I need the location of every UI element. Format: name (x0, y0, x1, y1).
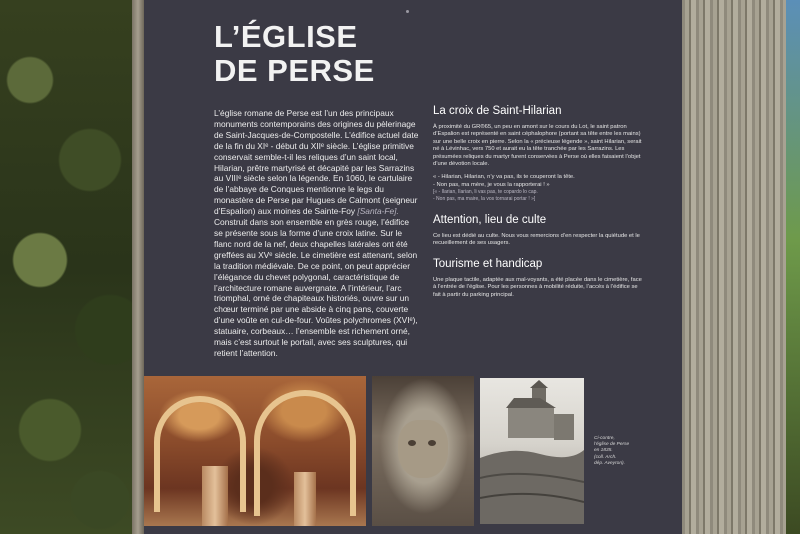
right-column (433, 104, 645, 303)
face-eye (428, 440, 436, 446)
legend-quote (433, 174, 645, 202)
section-text-handicap: Une plaque tactile, adaptée aux mal-voyants, a été placée dans le cimetière, face à l’entrée de l’église. Pour les personnes à mobilité réduite, l’accès à l’édifice se fait à partir du parking principal. (433, 276, 642, 298)
quote-line-1: « - Hilarian, Hilarian, n’y va pas, ils te couperont la tête. (433, 174, 575, 181)
background-sky (786, 0, 800, 534)
section-heading-culte: Attention, lieu de culte (433, 214, 547, 227)
quote-line-3: [« - Ilarian, Ilarian, li vas pas, te copardo lo cap. (433, 189, 538, 196)
page-title (214, 20, 375, 88)
face-eye (408, 440, 416, 446)
caption-line-1: Ci-contre, (594, 436, 615, 441)
vault-arch (154, 396, 246, 512)
title-line-1: L’ÉGLISE (214, 19, 358, 54)
engraving-church-1835 (480, 378, 584, 524)
caption-line-4: (coll. Arch. (594, 454, 617, 460)
engraving-caption (594, 436, 654, 467)
column (294, 472, 316, 526)
caption-line-2: l’église de Perse (594, 442, 630, 448)
caption-line-3: en 1835. (594, 448, 613, 454)
church-engraving-drawing (480, 378, 584, 524)
foliage-background (0, 0, 140, 534)
caption-line-5: dép. Aveyron). (594, 460, 625, 466)
panel-screw (406, 10, 409, 13)
main-text (214, 108, 420, 359)
section-heading-croix: La croix de Saint-Hilarian (433, 105, 562, 117)
sculpted-face (398, 420, 448, 478)
photo-painted-vaults (144, 376, 366, 526)
left-post (132, 0, 144, 534)
section-heading-handicap: Tourisme et handicap (433, 257, 543, 270)
main-text-part-1: L’église romane de Perse est l’un des principaux monuments contemporains des origines du pèlerinage de Saint-Jacques-de-Compostelle. L’édifice actuel date de la fin du XIᵉ - début du XIIᵉ siècle. L’église primitive conservait semble-t-il les reliques d’un saint local, Hilarian, prêtre martyrisé et décapité par les Sarrazins au VIIIᵉ siècle selon la légende. En 1060, le cartulaire de l’abbaye de Conques mentionne le legs du monastère de Perse par Hugues de Calmont (seigneur d’Espalion) aux moines de Sainte-Foy (214, 108, 419, 217)
photo-sculpted-capital (372, 376, 474, 526)
quote-line-4: - Non pas, ma maire, la vos tornarai portar ! »] (433, 195, 536, 202)
main-text-part-2: Construit dans son ensemble en grès rouge, l’édifice se présente sous la forme d’une croix latine. Sur le flanc nord de la nef, deux chapelles latérales ont été greffées au XVᵉ siècle. Le cimetière est attenant, selon la tradition médiévale. De ce point, on peut apprécier l’élégance du chevet polygonal, caractéristique de l’architecture romane auvergnate. A l’intérieur, l’arc triomphal, orné de chapiteaux historiés, ouvre sur un chœur terminé par une abside à cinq pans, couverte d’une voûte en cul-de-four. Voûtes polychromes (XVIᵉ), statuaire, corbeaux… l’ensemble est richement orné, mais c’est surtout le portail, avec ses sculptures, qui retient l’attention. (214, 217, 418, 358)
section-text-culte: Ce lieu est dédié au culte. Nous vous remercions d’en respecter la quiétude et le recueillement de ses usagers. (433, 233, 640, 247)
wooden-post (682, 0, 786, 534)
column (202, 466, 228, 526)
main-text-reference: [Santa-Fe]. (357, 206, 399, 217)
quote-line-2: - Non pas, ma mère, je vous la rapporterai ! » (433, 181, 550, 188)
title-line-2: DE PERSE (214, 53, 375, 88)
section-text-croix: À proximité du GR®65, un peu en amont sur le cours du Lot, le saint patron d’Espalion est représenté en saint céphalophore (portant sa tête entre les mains) sur une belle croix en pierre. Selon la « précieuse légende », saint Hilarian, serait né à Lévinhac, vers 750 et aurait eu la tête tranchée par les Sarrazins. Les présumées reliques du martyr furent conservées à Perse où elles faisaient l’objet d’une dévotion locale. (433, 124, 642, 168)
